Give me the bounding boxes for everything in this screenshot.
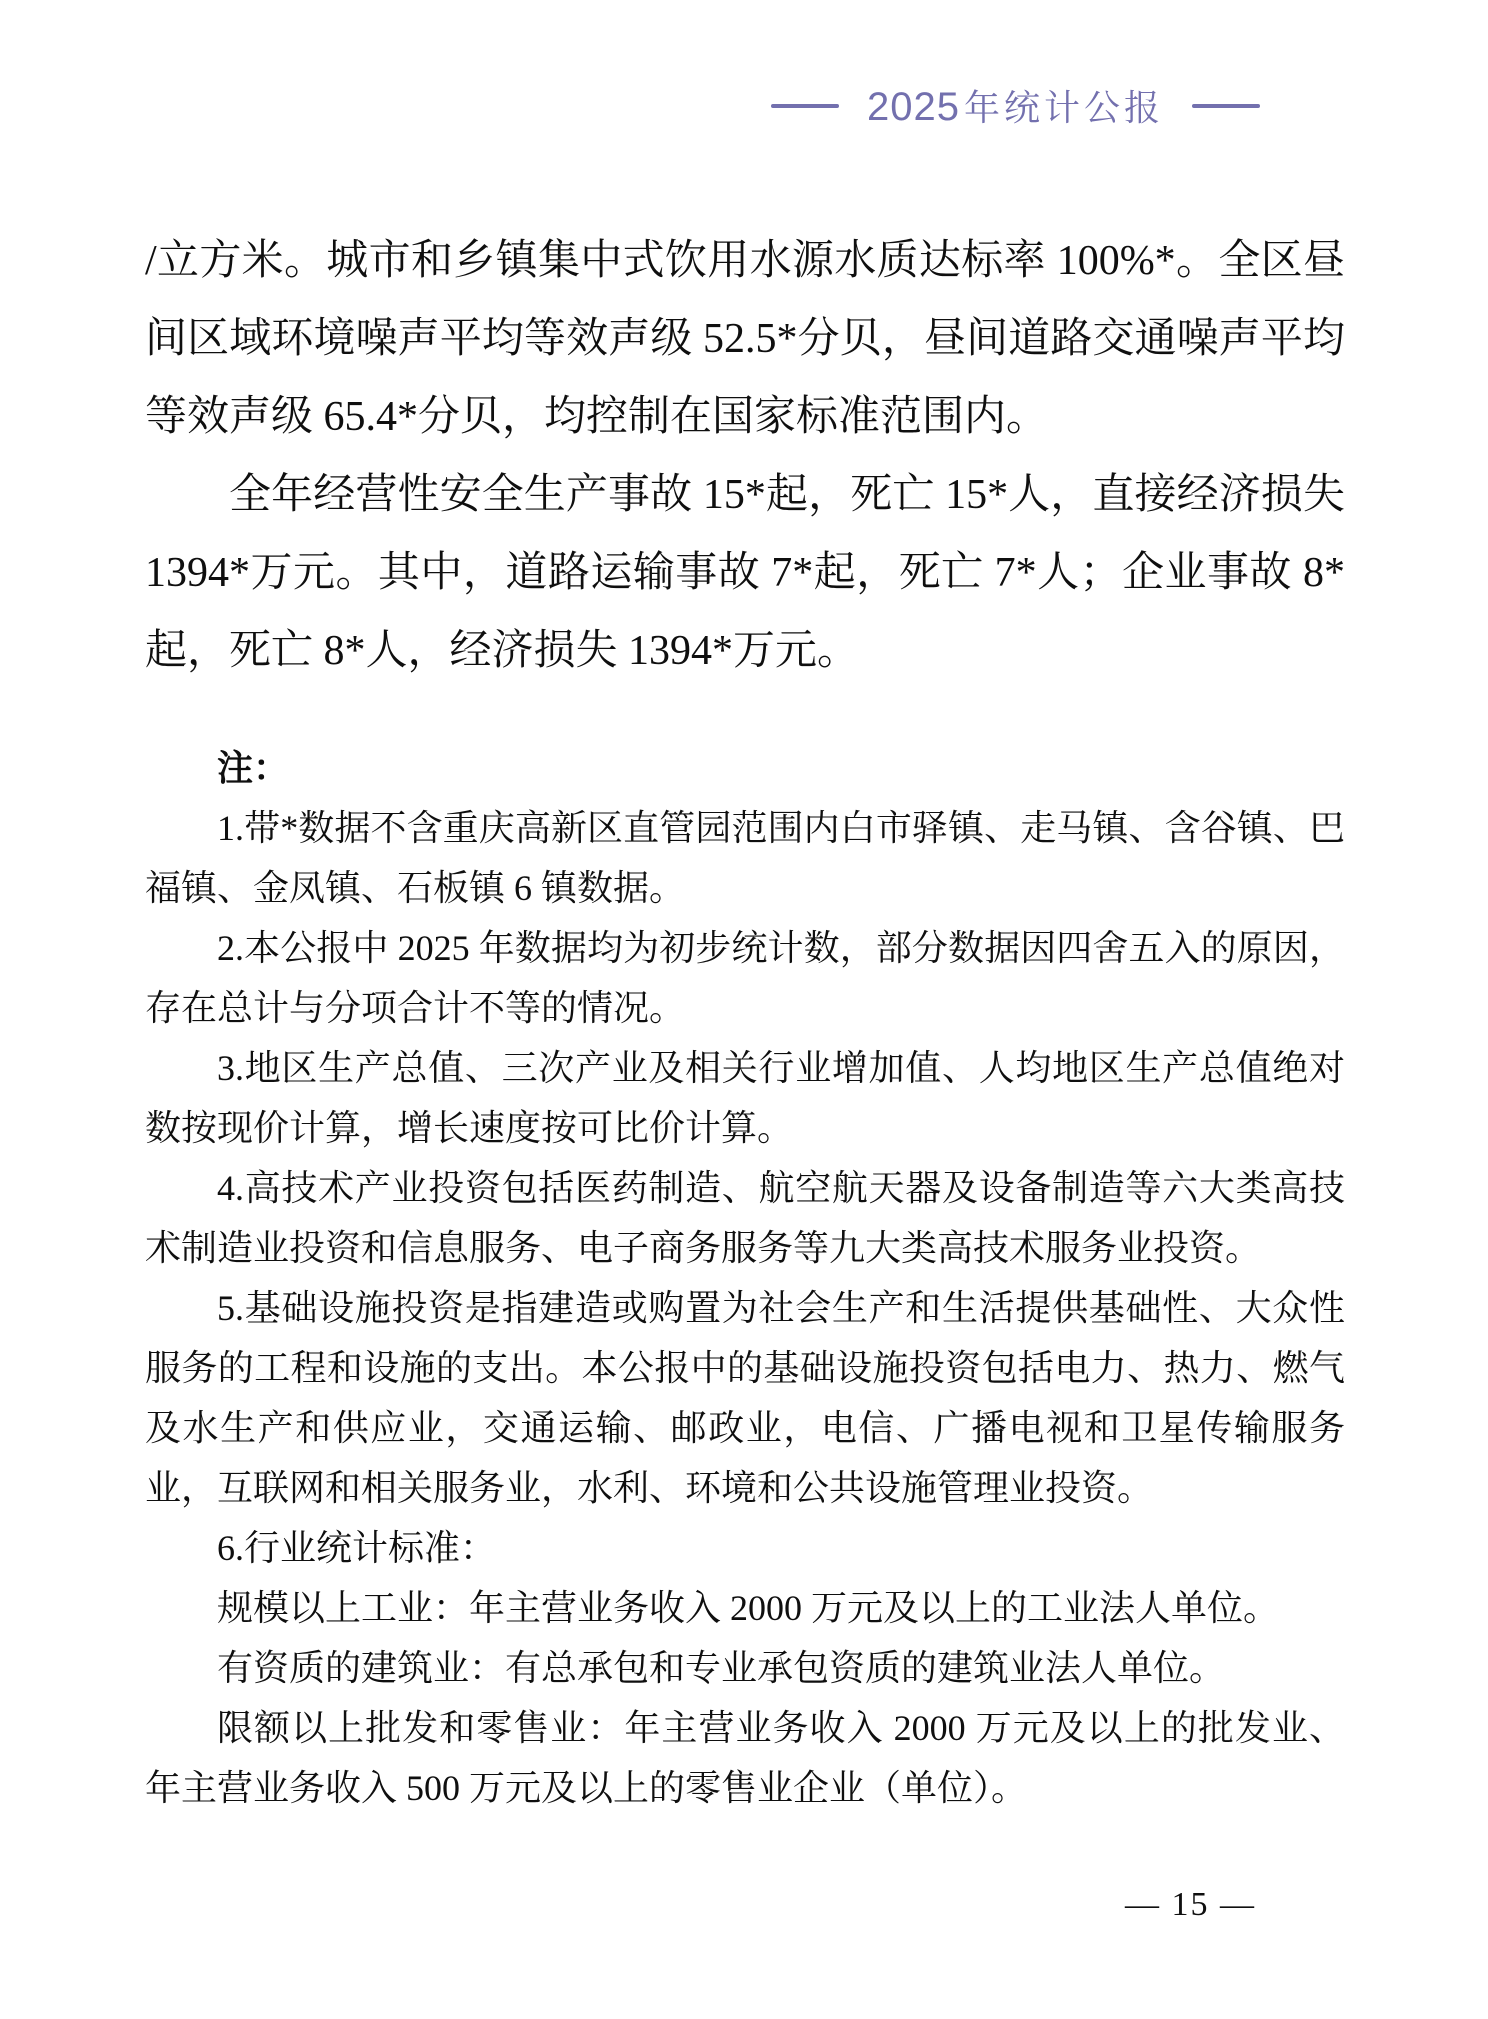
note-item-6: 6.行业统计标准： bbox=[217, 1528, 497, 1568]
paragraph-environment: /立方米。城市和乡镇集中式饮用水源水质达标率 100%*。全区昼间区域环境噪声平均等效声级 52.5*分贝，昼间道路交通噪声平均等效声级 65.4*分贝，均控制在国家标准范围内。 bbox=[145, 238, 1345, 440]
note-item-3: 3.地区生产总值、三次产业及相关行业增加值、人均地区生产总值绝对数按现价计算，增长速度按可比价计算。 bbox=[145, 1048, 1345, 1148]
page-number: — 15 — bbox=[1125, 1886, 1256, 1923]
header-title bbox=[867, 80, 1164, 131]
note-item-1: 1.带*数据不含重庆高新区直管园范围内白市驿镇、走马镇、含谷镇、巴福镇、金凤镇、石板镇 6 镇数据。 bbox=[145, 808, 1345, 908]
note-item-4: 4.高技术产业投资包括医药制造、航空航天器及设备制造等六大类高技术制造业投资和信息服务、电子商务服务等九大类高技术服务业投资。 bbox=[145, 1168, 1345, 1268]
note-item-6-retail-standard: 限额以上批发和零售业：年主营业务收入 2000 万元及以上的批发业、年主营业务收入 500 万元及以上的零售业企业（单位）。 bbox=[145, 1708, 1345, 1808]
notes-section bbox=[145, 738, 1345, 1818]
header-year: 2025 bbox=[867, 85, 960, 129]
header-left-dash bbox=[771, 104, 839, 108]
header-title-text: 年统计公报 bbox=[963, 88, 1164, 128]
note-item-5: 5.基础设施投资是指建造或购置为社会生产和生活提供基础性、大众性服务的工程和设施的支出。本公报中的基础设施投资包括电力、热力、燃气及水生产和供应业，交通运输、邮政业，电信、广播电视和卫星传输服务业，互联网和相关服务业，水利、环境和公共设施管理业投资。 bbox=[145, 1288, 1345, 1508]
paragraph-safety-accidents: 全年经营性安全生产事故 15*起，死亡 15*人，直接经济损失 1394*万元。其中，道路运输事故 7*起，死亡 7*人；企业事故 8*起，死亡 8*人，经济损失 1394*万元。 bbox=[145, 472, 1345, 674]
page-header bbox=[771, 80, 1260, 131]
note-item-2: 2.本公报中 2025 年数据均为初步统计数，部分数据因四舍五入的原因，存在总计与分项合计不等的情况。 bbox=[145, 928, 1345, 1028]
note-item-6-construction-standard: 有资质的建筑业：有总承包和专业承包资质的建筑业法人单位。 bbox=[217, 1648, 1226, 1688]
note-item-6-industry-standard: 规模以上工业：年主营业务收入 2000 万元及以上的工业法人单位。 bbox=[217, 1588, 1280, 1628]
notes-label: 注： bbox=[217, 748, 290, 788]
header-right-dash bbox=[1192, 104, 1260, 108]
document-body bbox=[145, 222, 1345, 1818]
